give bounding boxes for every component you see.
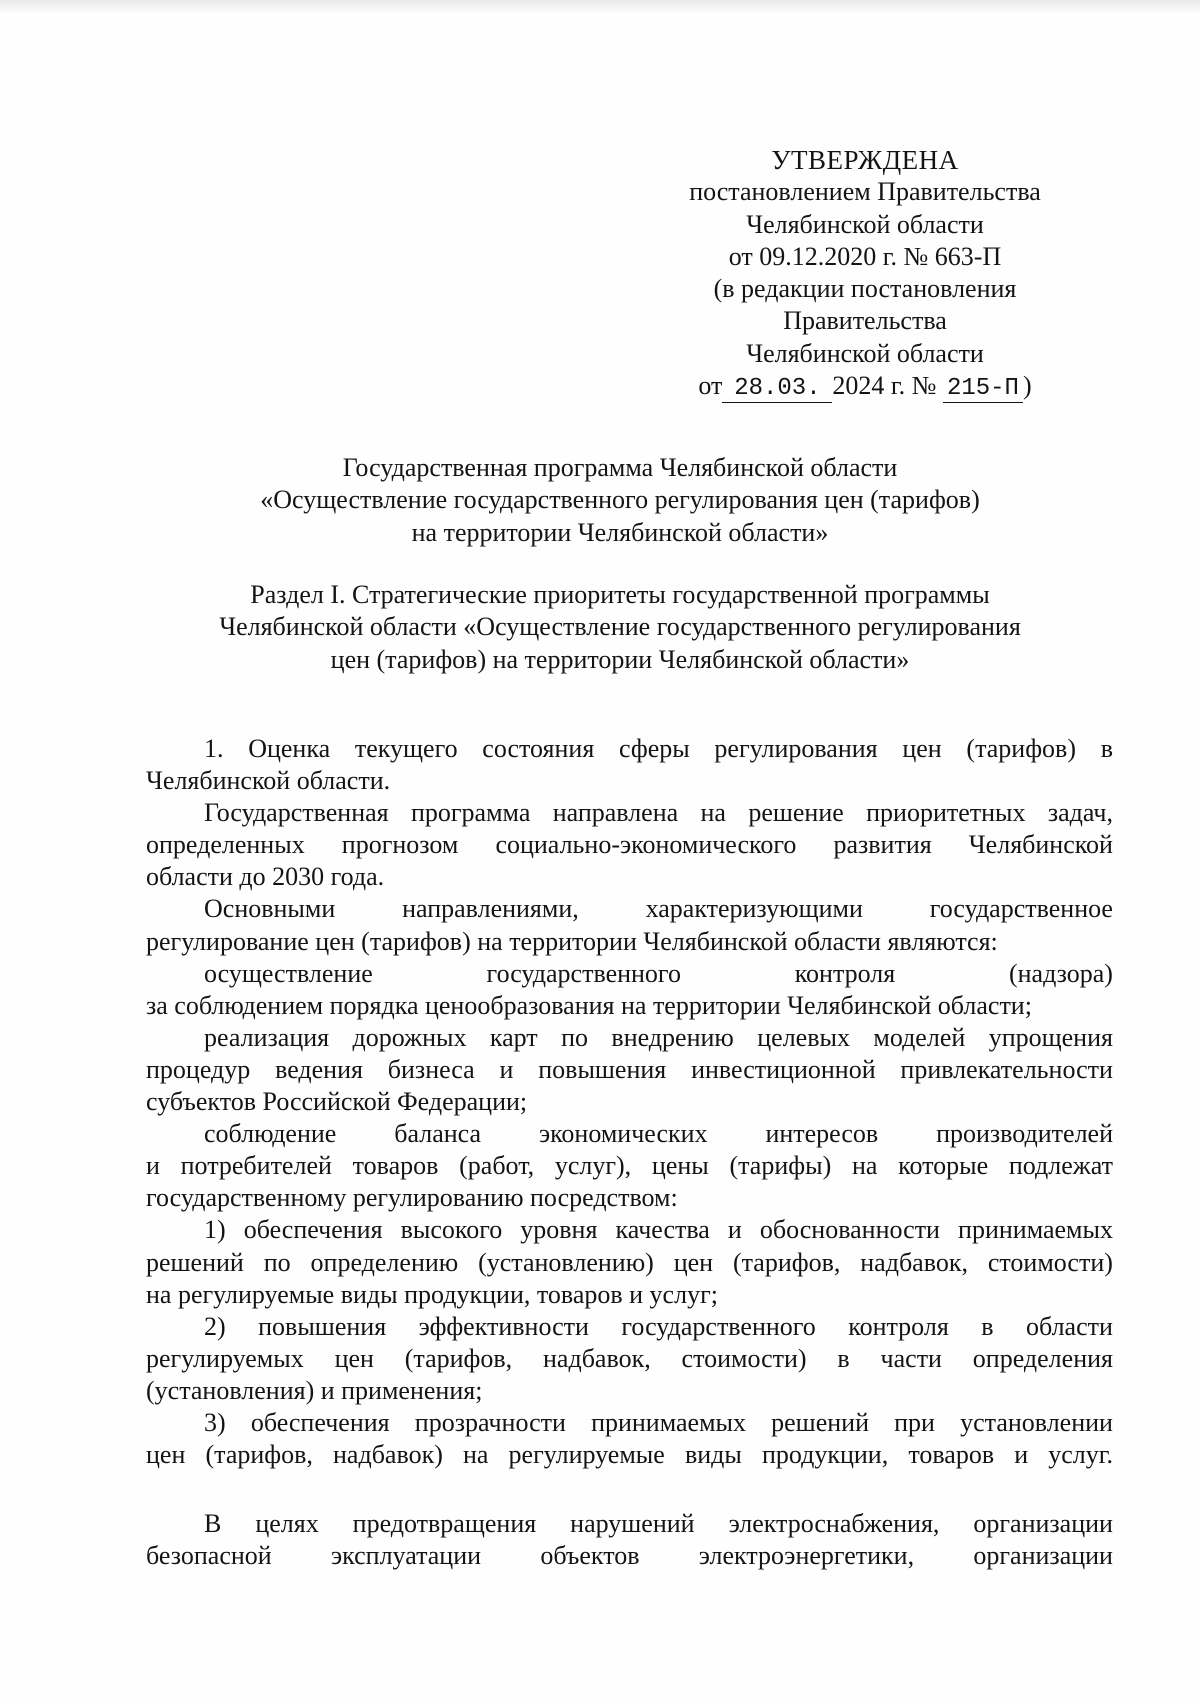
- word: (тарифов,: [732, 1247, 841, 1277]
- word: стоимости): [681, 1343, 807, 1373]
- word: цены: [651, 1151, 709, 1181]
- paragraph-line: [146, 829, 1113, 861]
- word: в: [1100, 734, 1113, 763]
- word: (тарифов,: [205, 1440, 313, 1470]
- word: области: [1026, 1311, 1113, 1341]
- word: виды: [684, 1440, 742, 1470]
- word: принимаемых: [958, 1215, 1113, 1245]
- word: принимаемых: [591, 1407, 746, 1437]
- amendment-close: ): [1022, 371, 1032, 401]
- word: целевых: [757, 1022, 850, 1052]
- word: осуществление: [204, 958, 373, 988]
- word: государственного: [486, 958, 681, 988]
- amendment-date: 28.03.: [722, 376, 832, 403]
- paragraph-line: (установления) и применения;: [146, 1375, 483, 1405]
- section-title-line: Раздел I. Стратегические приоритеты государственной программы: [250, 580, 990, 609]
- word: и: [146, 1151, 160, 1181]
- paragraph-line: [146, 733, 1113, 765]
- word: на: [462, 1440, 489, 1470]
- body-text: [146, 733, 1113, 1572]
- word: (тарифов): [966, 734, 1076, 763]
- word: Государственная: [204, 798, 389, 828]
- program-title: [140, 452, 1100, 549]
- approval-line: Правительства: [783, 306, 947, 336]
- paragraph-line: Челябинской области.: [146, 766, 391, 796]
- word: решение: [748, 798, 844, 828]
- approval-line: Челябинской области: [746, 209, 984, 239]
- word: дорожных: [352, 1022, 467, 1052]
- paragraph-line: [146, 797, 1113, 829]
- word: эксплуатации: [330, 1541, 482, 1571]
- word: нарушений: [570, 1509, 695, 1539]
- word: внедрению: [611, 1022, 734, 1052]
- word: электроэнергетики,: [698, 1541, 915, 1571]
- word: регулирования: [714, 734, 878, 763]
- paragraph-line: [146, 1407, 1113, 1439]
- word: части: [880, 1343, 942, 1373]
- word: регулируемых: [146, 1343, 304, 1373]
- word: цен: [146, 1440, 186, 1470]
- word: 2): [204, 1311, 226, 1341]
- word: Основными: [204, 894, 336, 924]
- word: обоснованности: [759, 1215, 940, 1245]
- word: по: [561, 1022, 589, 1052]
- word: экономических: [538, 1119, 708, 1149]
- approval-heading: УТВЕРЖДЕНА: [771, 145, 959, 175]
- word: электроснабжения,: [728, 1509, 940, 1539]
- word: подлежат: [1008, 1151, 1113, 1181]
- word: товаров: [352, 1151, 439, 1181]
- word: бизнеса: [387, 1054, 475, 1084]
- word: потребителей: [180, 1151, 332, 1181]
- paragraph-line: [146, 893, 1113, 925]
- paragraph-line: [146, 1540, 1113, 1572]
- paragraph-line: [146, 1311, 1113, 1343]
- word: моделей: [873, 1022, 966, 1052]
- word: реализация: [204, 1022, 330, 1052]
- paragraph-line: [146, 1247, 1113, 1279]
- section-title: [140, 579, 1100, 676]
- paragraph-line: [146, 1022, 1113, 1054]
- word: упрощения: [988, 1022, 1113, 1052]
- section-title-line: Челябинской области «Осуществление государственного регулирования: [219, 612, 1021, 642]
- approval-line: Челябинской области: [746, 338, 984, 368]
- word: контроля: [794, 958, 896, 988]
- word: (тарифов,: [404, 1343, 513, 1373]
- word: организации: [973, 1541, 1113, 1571]
- word: социально-экономического: [495, 830, 797, 860]
- word: услуг),: [554, 1151, 632, 1181]
- word: в: [981, 1311, 994, 1341]
- paragraph-line: [146, 1150, 1113, 1182]
- word: Челябинской: [968, 830, 1113, 860]
- word: состояния: [482, 734, 595, 763]
- approval-line: от 09.12.2020 г. № 663-П: [728, 241, 1002, 271]
- word: характеризующими: [645, 894, 863, 924]
- amendment-prefix: от: [698, 371, 723, 401]
- word: интересов: [765, 1119, 879, 1149]
- word: текущего: [354, 734, 458, 763]
- paragraph-line: [146, 1118, 1113, 1150]
- paragraph-line: [146, 1054, 1113, 1086]
- approval-line: постановлением Правительства: [689, 177, 1041, 207]
- paragraph-line: [146, 1343, 1113, 1375]
- word: качества: [615, 1215, 710, 1245]
- word: товаров: [908, 1440, 995, 1470]
- word: повышения: [538, 1054, 667, 1084]
- word: организации: [973, 1509, 1113, 1539]
- word: на: [700, 798, 726, 828]
- word: услуг.: [1048, 1440, 1113, 1470]
- word: предотвращения: [352, 1509, 537, 1539]
- word: В: [204, 1509, 222, 1539]
- approval-line: (в редакции постановления: [713, 274, 1017, 304]
- scan-edge: [0, 0, 1200, 14]
- word: продукции,: [761, 1440, 889, 1470]
- word: государственного: [621, 1311, 816, 1341]
- paragraph-line: [146, 958, 1113, 990]
- word: в: [837, 1343, 850, 1373]
- word: цен: [673, 1247, 714, 1277]
- word: государственное: [929, 894, 1113, 924]
- word: уровня: [520, 1215, 598, 1245]
- word: надбавок): [333, 1440, 443, 1470]
- word: обеспечения: [250, 1407, 390, 1437]
- word: решений: [146, 1247, 244, 1277]
- word: надбавок,: [543, 1343, 651, 1373]
- amendment-year: 2024 г. №: [832, 371, 937, 401]
- word: программа: [410, 798, 531, 828]
- amendment-number: 215-П: [943, 376, 1023, 403]
- word: определенных: [146, 830, 305, 860]
- paragraph-line: регулирование цен (тарифов) на территории Челябинской области являются:: [146, 926, 998, 956]
- word: баланса: [394, 1119, 482, 1149]
- word: 1.: [204, 734, 224, 763]
- paragraph-line: области до 2030 года.: [146, 862, 385, 892]
- word: решений: [771, 1407, 869, 1437]
- word: 3): [204, 1407, 226, 1437]
- word: (тарифы): [729, 1151, 832, 1181]
- word: и: [727, 1215, 742, 1245]
- word: инвестиционной: [691, 1054, 876, 1084]
- word: 1): [204, 1215, 226, 1245]
- paragraph-line: государственному регулированию посредством:: [146, 1183, 678, 1213]
- word: цен: [902, 734, 942, 763]
- paragraph-gap: [146, 1471, 1113, 1508]
- word: направлениями,: [402, 894, 579, 924]
- word: эффективности: [418, 1311, 589, 1341]
- word: установлении: [960, 1407, 1113, 1437]
- word: определению: [310, 1247, 459, 1277]
- word: объектов: [540, 1541, 640, 1571]
- word: целях: [255, 1509, 319, 1539]
- word: контроля: [848, 1311, 949, 1341]
- word: определения: [972, 1343, 1113, 1373]
- word: надбавок,: [860, 1247, 968, 1277]
- word: обеспечения: [243, 1215, 383, 1245]
- program-title-line: Государственная программа Челябинской области: [342, 453, 898, 482]
- word: направлена: [552, 798, 679, 828]
- word: сферы: [619, 734, 690, 763]
- paragraph-line: [146, 1508, 1113, 1540]
- word: производителей: [936, 1119, 1113, 1149]
- word: ведения: [275, 1054, 363, 1084]
- amendment-line: [660, 370, 1070, 403]
- word: безопасной: [146, 1541, 272, 1571]
- paragraph-line: [146, 1214, 1113, 1246]
- word: карт: [489, 1022, 538, 1052]
- word: стоимости): [987, 1247, 1113, 1277]
- word: при: [894, 1407, 935, 1437]
- word: (надзора): [1008, 958, 1113, 988]
- program-title-line: на территории Челябинской области»: [411, 517, 829, 547]
- paragraph-line: [146, 1439, 1113, 1471]
- word: которые: [898, 1151, 989, 1181]
- word: по: [263, 1247, 291, 1277]
- word: высокого: [400, 1215, 503, 1245]
- word: регулируемые: [508, 1440, 665, 1470]
- paragraph-line: субъектов Российской Федерации;: [146, 1087, 528, 1117]
- word: прозрачности: [414, 1407, 566, 1437]
- approval-block: [660, 144, 1070, 403]
- program-title-line: «Осуществление государственного регулирования цен (тарифов): [260, 485, 980, 515]
- word: на: [851, 1151, 878, 1181]
- word: и: [1014, 1440, 1029, 1470]
- word: (установлению): [478, 1247, 654, 1277]
- word: (работ,: [459, 1151, 535, 1181]
- paragraph-line: за соблюдением порядка ценообразования на территории Челябинской области;: [146, 990, 1032, 1020]
- word: прогнозом: [341, 830, 459, 860]
- word: повышения: [258, 1311, 387, 1341]
- word: соблюдение: [204, 1119, 337, 1149]
- word: и: [499, 1054, 514, 1084]
- word: приоритетных: [866, 798, 1026, 828]
- word: привлекательности: [900, 1054, 1113, 1084]
- word: Оценка: [248, 734, 331, 763]
- word: развития: [833, 830, 932, 860]
- word: цен: [334, 1343, 374, 1373]
- paragraph-line: на регулируемые виды продукции, товаров и услуг;: [146, 1279, 718, 1309]
- word: процедур: [146, 1054, 251, 1084]
- section-title-line: цен (тарифов) на территории Челябинской области»: [330, 644, 910, 674]
- word: задач,: [1047, 798, 1113, 828]
